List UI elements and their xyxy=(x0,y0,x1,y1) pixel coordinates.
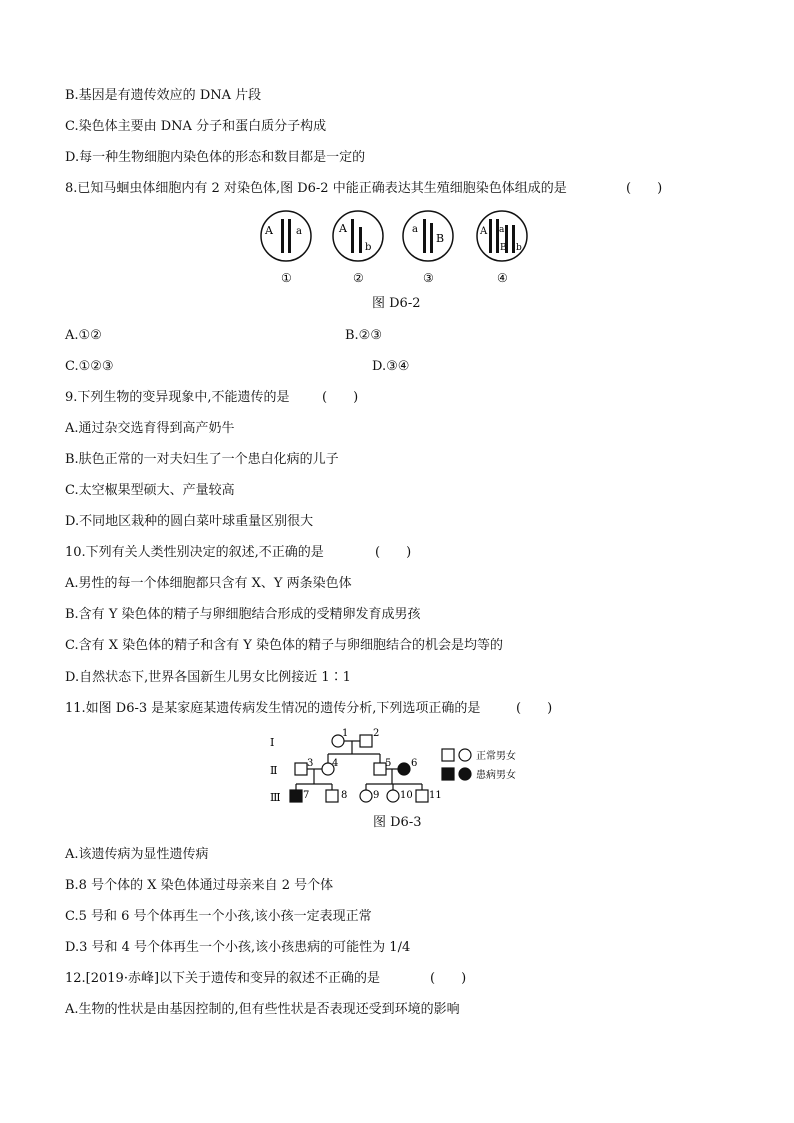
cell-2 xyxy=(333,211,383,285)
cell-3-label-a: a xyxy=(412,224,418,235)
individual-6-female-affected xyxy=(398,763,410,775)
q11-stem: 11.如图 D6-3 是某家庭某遗传病发生情况的遗传分析,下列选项正确的是 xyxy=(65,701,481,716)
q8-answer-blank: ( ) xyxy=(626,181,663,196)
cell-3-number: ③ xyxy=(423,271,434,285)
generation-label-1: Ⅰ xyxy=(270,736,275,749)
individual-number-8: 8 xyxy=(341,790,348,801)
q11-answer-blank: ( ) xyxy=(516,701,553,716)
cell-1-label-a: a xyxy=(296,226,302,237)
q8-option-c: C.①②③ xyxy=(65,359,114,374)
figure-caption-d6-3: 图 D6-3 xyxy=(373,815,422,830)
cell-1-number: ① xyxy=(281,271,292,285)
individual-3-male-normal xyxy=(295,763,307,775)
q8-stem: 8.已知马蛔虫体细胞内有 2 对染色体,图 D6-2 中能正确表达其生殖细胞染色体组成的是 xyxy=(65,181,567,196)
cell-4-label-B: B xyxy=(500,243,507,253)
chromosome-diagram xyxy=(250,210,540,292)
q10-option-a: A.男性的每一个体细胞都只含有 X、Y 两条染色体 xyxy=(65,576,352,591)
q11-option-a: A.该遗传病为显性遗传病 xyxy=(65,847,209,862)
individual-9-female-normal xyxy=(360,790,372,802)
q9-option-b: B.肤色正常的一对夫妇生了一个患白化病的儿子 xyxy=(65,452,339,467)
q11-option-b: B.8 号个体的 X 染色体通过母亲来自 2 号个体 xyxy=(65,878,334,893)
legend-affected-female-icon xyxy=(459,768,471,780)
cell-2-label-b: b xyxy=(365,242,372,253)
pedigree-chart xyxy=(262,726,540,812)
q11-option-d: D.3 号和 4 号个体再生一个小孩,该小孩患病的可能性为 1/4 xyxy=(65,940,411,955)
q10-stem: 10.下列有关人类性别决定的叙述,不正确的是 xyxy=(65,545,324,560)
q8-option-a: A.①② xyxy=(65,328,102,343)
individual-8-male-normal xyxy=(326,790,338,802)
individual-2-male-normal xyxy=(360,735,372,747)
cell-2-label-A: A xyxy=(339,222,347,235)
individual-number-6: 6 xyxy=(411,758,418,769)
cell-4-label-A: A xyxy=(480,226,488,237)
individual-number-7: 7 xyxy=(303,790,310,801)
legend-affected-label: 患病男女 xyxy=(476,770,516,781)
q8-option-d: D.③④ xyxy=(372,359,410,374)
cell-3-label-B: B xyxy=(436,232,445,245)
q9-stem: 9.下列生物的变异现象中,不能遗传的是 xyxy=(65,390,290,405)
q8-option-b: B.②③ xyxy=(345,328,382,343)
cell-1-label-A: A xyxy=(265,224,273,237)
legend-normal-label: 正常男女 xyxy=(476,751,516,762)
individual-number-5: 5 xyxy=(385,758,392,769)
q10-option-c: C.含有 X 染色体的精子和含有 Y 染色体的精子与卵细胞结合的机会是均等的 xyxy=(65,638,503,653)
q12-option-a: A.生物的性状是由基因控制的,但有些性状是否表现还受到环境的影响 xyxy=(65,1002,460,1017)
cell-4 xyxy=(477,211,527,285)
q7-option-d: D.每一种生物细胞内染色体的形态和数目都是一定的 xyxy=(65,150,366,165)
cell-1 xyxy=(261,211,311,285)
individual-7-male-affected xyxy=(290,790,302,802)
cell-4-label-b: b xyxy=(516,243,522,253)
q7-option-b: B.基因是有遗传效应的 DNA 片段 xyxy=(65,88,262,103)
individual-number-9: 9 xyxy=(373,790,380,801)
figure-caption-d6-2: 图 D6-2 xyxy=(372,296,421,311)
individual-number-2: 2 xyxy=(373,728,380,739)
legend-affected-male-icon xyxy=(442,768,454,780)
q9-option-d: D.不同地区栽种的圆白菜叶球重量区别很大 xyxy=(65,514,314,529)
q11-option-c: C.5 号和 6 号个体再生一个小孩,该小孩一定表现正常 xyxy=(65,909,372,924)
q9-option-a: A.通过杂交选育得到高产奶牛 xyxy=(65,421,235,436)
cell-4-label-a: a xyxy=(499,225,505,235)
individual-number-10: 10 xyxy=(400,790,413,801)
individual-number-4: 4 xyxy=(332,758,339,769)
legend-normal-male-icon xyxy=(442,749,454,761)
q12-stem: 12.[2019·赤峰]以下关于遗传和变异的叙述不正确的是 xyxy=(65,971,381,986)
q10-answer-blank: ( ) xyxy=(375,545,412,560)
individual-11-male-normal xyxy=(416,790,428,802)
cell-2-number: ② xyxy=(353,271,364,285)
individual-number-11: 11 xyxy=(429,790,442,801)
individual-number-3: 3 xyxy=(307,758,314,769)
q9-answer-blank: ( ) xyxy=(322,390,359,405)
cell-3 xyxy=(403,211,453,285)
q7-option-c: C.染色体主要由 DNA 分子和蛋白质分子构成 xyxy=(65,119,327,134)
legend-normal-female-icon xyxy=(459,749,471,761)
q10-option-b: B.含有 Y 染色体的精子与卵细胞结合形成的受精卵发育成男孩 xyxy=(65,607,421,622)
cell-4-number: ④ xyxy=(497,271,508,285)
individual-10-female-normal xyxy=(387,790,399,802)
q12-answer-blank: ( ) xyxy=(430,971,467,986)
generation-label-2: Ⅱ xyxy=(270,764,278,777)
individual-number-1: 1 xyxy=(342,728,349,739)
q9-option-c: C.太空椒果型硕大、产量较高 xyxy=(65,483,235,498)
generation-label-3: Ⅲ xyxy=(270,791,281,804)
q10-option-d: D.自然状态下,世界各国新生儿男女比例接近 1∶1 xyxy=(65,670,351,685)
